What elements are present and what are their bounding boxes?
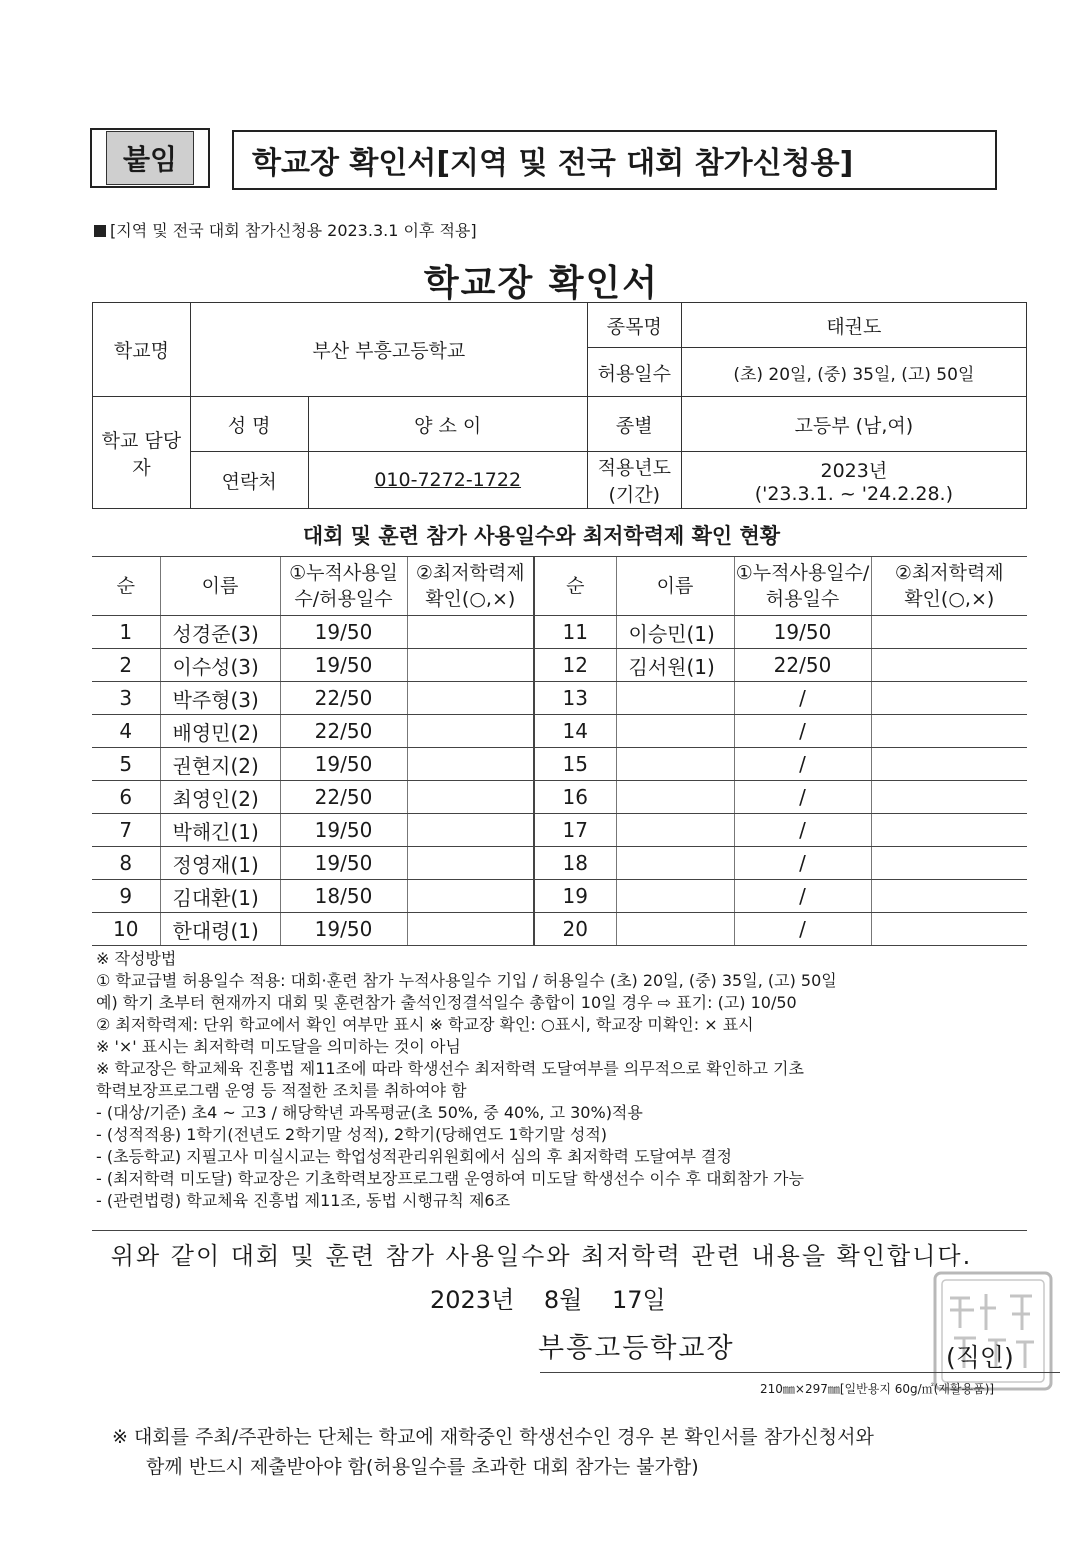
application-note	[94, 218, 477, 241]
row-name-right	[616, 781, 734, 814]
table-row	[92, 814, 1027, 847]
row-days: 18/50	[280, 880, 407, 913]
row-check-right	[871, 814, 1027, 847]
table-row	[92, 682, 1027, 715]
row-check-right	[871, 847, 1027, 880]
apply-year-value	[681, 452, 1026, 509]
contact-label: 연락처	[190, 452, 308, 509]
row-name-right: 이승민(1)	[616, 616, 734, 649]
row-check	[407, 880, 534, 913]
col-days-right	[734, 557, 871, 616]
row-name: 한대령(1)	[160, 913, 280, 946]
row-days: 19/50	[280, 748, 407, 781]
row-name: 이수성(3)	[160, 649, 280, 682]
row-days-right: /	[734, 715, 871, 748]
school-info-table	[92, 302, 1027, 509]
col-days-line1: ①누적사용일	[289, 562, 398, 584]
table-row	[92, 748, 1027, 781]
row-check-right	[871, 616, 1027, 649]
participation-table	[92, 556, 1027, 946]
row-days: 22/50	[280, 715, 407, 748]
divider	[92, 1230, 1027, 1231]
row-check	[407, 682, 534, 715]
row-name-right	[616, 880, 734, 913]
signature-line	[540, 1372, 1060, 1373]
manager-name-label: 성 명	[190, 397, 308, 452]
row-no-right: 15	[534, 748, 616, 781]
row-name-right	[616, 913, 734, 946]
row-name: 박해긴(1)	[160, 814, 280, 847]
note-line: - (관련법령) 학교체육 진흥법 제11조, 동법 시행규칙 제6조	[96, 1191, 511, 1210]
note-line: ① 학교급별 허용일수 적용: 대회·훈련 참가 누적사용일수 기입 / 허용일수 (초) 20일, (중) 35일, (고) 50일	[96, 971, 837, 990]
row-check	[407, 814, 534, 847]
row-no-right: 19	[534, 880, 616, 913]
row-no: 5	[92, 748, 160, 781]
col-no-right: 순	[534, 557, 616, 616]
row-no: 8	[92, 847, 160, 880]
col-days	[280, 557, 407, 616]
row-check	[407, 715, 534, 748]
col-check-line2: 확인(○,×)	[425, 588, 516, 610]
submission-note-line2: 함께 반드시 제출받아야 함(허용일수를 초과한 대회 참가는 불가함)	[146, 1456, 699, 1478]
manager-name-value: 양 소 이	[308, 397, 587, 452]
table-row	[92, 913, 1027, 946]
confirmation-statement: 위와 같이 대회 및 훈련 참가 사용일수와 최저학력 관련 내용을 확인합니다.	[110, 1242, 973, 1270]
table-row	[92, 715, 1027, 748]
row-days-right: /	[734, 682, 871, 715]
note-line: - (성적적용) 1학기(전년도 2학기말 성적), 2학기(당해연도 1학기말 성적)	[96, 1125, 608, 1144]
row-check-right	[871, 781, 1027, 814]
sport-value: 태권도	[681, 303, 1026, 348]
row-days: 22/50	[280, 682, 407, 715]
sport-label: 종목명	[587, 303, 681, 348]
row-no: 2	[92, 649, 160, 682]
school-manager-label: 학교 담당자	[93, 397, 191, 509]
row-no-right: 18	[534, 847, 616, 880]
table-row	[92, 649, 1027, 682]
row-days-right: 19/50	[734, 616, 871, 649]
row-name-right	[616, 715, 734, 748]
apply-year-label-line2: (기간)	[608, 484, 661, 506]
row-no-right: 14	[534, 715, 616, 748]
apply-year-value-line2: ('23.3.1. ~ '24.2.28.)	[754, 482, 953, 505]
school-name-value: 부산 부흥고등학교	[190, 303, 587, 397]
paper-spec: 210㎜×297㎜[일반용지 60g/㎡(재활용품)]	[760, 1382, 995, 1396]
row-no: 9	[92, 880, 160, 913]
school-name-label: 학교명	[93, 303, 191, 397]
application-note-text: [지역 및 전국 대회 참가신청용 2023.3.1 이후 적용]	[110, 221, 477, 240]
row-no-right: 16	[534, 781, 616, 814]
table-row	[92, 880, 1027, 913]
row-no: 3	[92, 682, 160, 715]
row-days-right: /	[734, 880, 871, 913]
writing-instructions	[96, 948, 1031, 1212]
row-no: 6	[92, 781, 160, 814]
attachment-label-box	[90, 128, 210, 188]
principal-title: 부흥고등학교장	[538, 1333, 735, 1364]
allowed-days-value: (초) 20일, (중) 35일, (고) 50일	[681, 348, 1026, 397]
square-bullet-icon	[94, 225, 106, 237]
row-name: 박주형(3)	[160, 682, 280, 715]
row-days-right: /	[734, 781, 871, 814]
row-no: 7	[92, 814, 160, 847]
row-check	[407, 847, 534, 880]
row-name: 권현지(2)	[160, 748, 280, 781]
apply-year-value-line1: 2023년	[820, 459, 888, 482]
category-value: 고등부 (남,여)	[681, 397, 1026, 452]
submission-note-line1: ※ 대회를 주최/주관하는 단체는 학교에 재학중인 학생선수인 경우 본 확인서를 참가신청서와	[112, 1426, 874, 1448]
table-row	[92, 847, 1027, 880]
row-name: 최영인(2)	[160, 781, 280, 814]
category-label: 종별	[587, 397, 681, 452]
apply-year-label	[587, 452, 681, 509]
col-name: 이름	[160, 557, 280, 616]
note-line: ※ '×' 표시는 최저학력 미도달을 의미하는 것이 아님	[96, 1037, 461, 1056]
row-name-right	[616, 814, 734, 847]
col-check	[407, 557, 534, 616]
attachment-label: 붙임	[106, 131, 194, 185]
apply-year-label-line1: 적용년도	[597, 457, 671, 479]
row-days: 19/50	[280, 913, 407, 946]
row-no-right: 12	[534, 649, 616, 682]
row-name: 성경준(3)	[160, 616, 280, 649]
official-seal-icon	[930, 1268, 1056, 1394]
col-days-right-line1: ①누적사용일수/	[735, 562, 870, 584]
note-line: 예) 학기 초부터 현재까지 대회 및 훈련참가 출석인정결석일수 총합이 10일 경우 ⇨ 표기: (고) 10/50	[96, 993, 797, 1012]
row-check-right	[871, 649, 1027, 682]
row-days-right: /	[734, 913, 871, 946]
col-check-right	[871, 557, 1027, 616]
row-name-right	[616, 847, 734, 880]
row-check-right	[871, 880, 1027, 913]
row-check	[407, 913, 534, 946]
row-no-right: 20	[534, 913, 616, 946]
row-days: 22/50	[280, 781, 407, 814]
col-check-line1: ②최저학력제	[415, 562, 525, 584]
row-name: 김대환(1)	[160, 880, 280, 913]
row-days-right: /	[734, 847, 871, 880]
confirmation-date: 2023년 8월 17일	[430, 1286, 666, 1314]
row-days-right: /	[734, 748, 871, 781]
row-name-right	[616, 748, 734, 781]
row-no: 1	[92, 616, 160, 649]
row-name-right: 김서원(1)	[616, 649, 734, 682]
col-no: 순	[92, 557, 160, 616]
row-days: 19/50	[280, 616, 407, 649]
row-days-right: 22/50	[734, 649, 871, 682]
col-name-right: 이름	[616, 557, 734, 616]
seal-label: (직인)	[946, 1343, 1014, 1372]
section-title: 대회 및 훈련 참가 사용일수와 최저학력제 확인 현황	[302, 524, 781, 548]
submission-note	[112, 1422, 874, 1482]
allowed-days-label: 허용일수	[587, 348, 681, 397]
note-line: 학력보장프로그램 운영 등 적절한 조치를 취하여야 함	[96, 1081, 467, 1100]
row-days: 19/50	[280, 847, 407, 880]
col-days-line2: 수/허용일수	[294, 588, 393, 610]
row-no-right: 13	[534, 682, 616, 715]
row-no-right: 11	[534, 616, 616, 649]
table-row	[92, 781, 1027, 814]
note-line: ※ 학교장은 학교체육 진흥법 제11조에 따라 학생선수 최저학력 도달여부를 의무적으로 확인하고 기초	[96, 1059, 804, 1078]
contact-value: 010-7272-1722	[374, 469, 522, 491]
row-check	[407, 748, 534, 781]
row-check-right	[871, 748, 1027, 781]
row-days: 19/50	[280, 814, 407, 847]
row-no: 4	[92, 715, 160, 748]
row-days-right: /	[734, 814, 871, 847]
row-days: 19/50	[280, 649, 407, 682]
row-no-right: 17	[534, 814, 616, 847]
note-line: - (최저학력 미도달) 학교장은 기초학력보장프로그램 운영하여 미도달 학생선수 이수 후 대회참가 가능	[96, 1169, 804, 1188]
row-check	[407, 616, 534, 649]
row-check	[407, 781, 534, 814]
row-name: 배영민(2)	[160, 715, 280, 748]
table-row	[92, 616, 1027, 649]
row-no: 10	[92, 913, 160, 946]
document-title: 학교장 확인서	[423, 263, 660, 304]
row-check-right	[871, 682, 1027, 715]
col-days-right-line2: 허용일수	[765, 588, 840, 610]
note-line: - (대상/기준) 초4 ~ 고3 / 해당학년 과목평균(초 50%, 중 40%, 고 30%)적용	[96, 1103, 643, 1122]
note-line: - (초등학교) 지필고사 미실시교는 학업성적관리위원회에서 심의 후 최저학력 도달여부 결정	[96, 1147, 732, 1166]
row-check	[407, 649, 534, 682]
row-check-right	[871, 913, 1027, 946]
row-name: 정영재(1)	[160, 847, 280, 880]
row-check-right	[871, 715, 1027, 748]
col-check-right-line1: ②최저학력제	[894, 562, 1004, 584]
attachment-title: 학교장 확인서[지역 및 전국 대회 참가신청용]	[232, 130, 997, 190]
contact-cell	[308, 452, 587, 509]
notes-heading: ※ 작성방법	[96, 949, 177, 968]
row-name-right	[616, 682, 734, 715]
col-check-right-line2: 확인(○,×)	[904, 588, 995, 610]
note-line: ② 최저학력제: 단위 학교에서 확인 여부만 표시 ※ 학교장 확인: ○표시, 학교장 미확인: × 표시	[96, 1015, 754, 1034]
